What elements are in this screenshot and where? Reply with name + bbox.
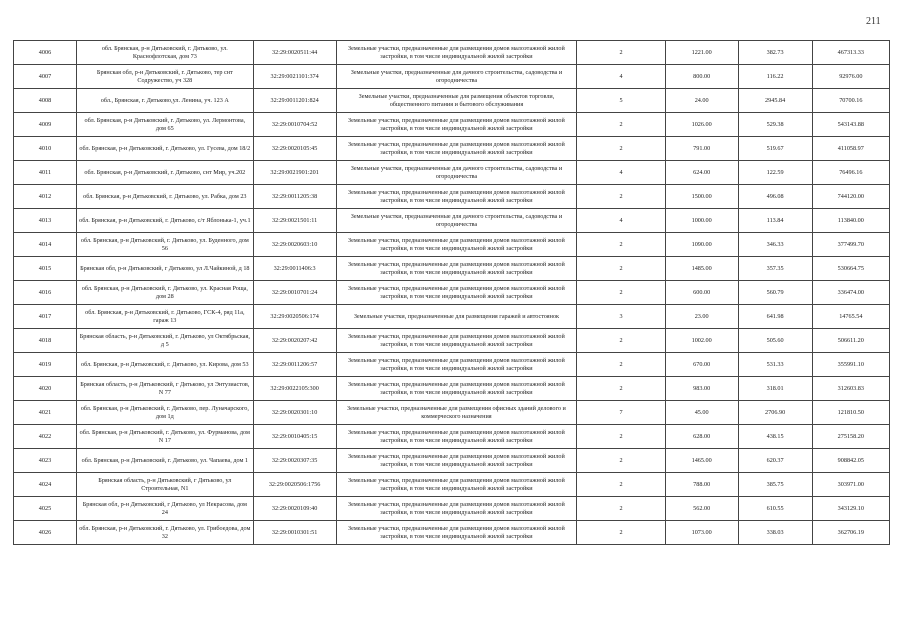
area-cell: 983.00 bbox=[665, 377, 738, 401]
table-row bbox=[14, 353, 890, 377]
specific-value-cell: 346.33 bbox=[738, 233, 812, 257]
group-cell: 5 bbox=[577, 89, 665, 113]
land-purpose-cell: Земельные участки, предназначенные для размещения домов малоэтажной жилой застройки, в том числе индивидуальной жилой застройки bbox=[336, 233, 577, 257]
land-purpose-cell: Земельные участки, предназначенные для размещения домов малоэтажной жилой застройки, в том числе индивидуальной жилой застройки bbox=[336, 449, 577, 473]
specific-value-cell: 2706.90 bbox=[738, 401, 812, 425]
land-purpose-cell: Земельные участки, предназначенные для размещения домов малоэтажной жилой застройки, в том числе индивидуальной жилой застройки bbox=[336, 521, 577, 545]
table-row bbox=[14, 401, 890, 425]
row-number-cell: 4010 bbox=[14, 137, 77, 161]
area-cell: 24.00 bbox=[665, 89, 738, 113]
address-cell: Брянская область, р-н Дятьковский, г. Дятьково, ул Октябрьская, д 5 bbox=[76, 329, 253, 353]
land-purpose-cell: Земельные участки, предназначенные для размещения объектов торговли, общественного питания и бытового обслуживания bbox=[336, 89, 577, 113]
area-cell: 791.00 bbox=[665, 137, 738, 161]
area-cell: 628.00 bbox=[665, 425, 738, 449]
address-cell: Брянская обл, р-н Дятьковский, г. Дятьково, тер снт Содружество, уч 328 bbox=[76, 65, 253, 89]
row-number-cell: 4021 bbox=[14, 401, 77, 425]
area-cell: 1500.00 bbox=[665, 185, 738, 209]
table-row bbox=[14, 281, 890, 305]
cadastral-value-cell: 411058.97 bbox=[812, 137, 889, 161]
address-cell: обл. Брянская, р-н Дятьковский, г. Дятьково, ул. Фурманова, дом N 17 bbox=[76, 425, 253, 449]
table-row bbox=[14, 89, 890, 113]
area-cell: 788.00 bbox=[665, 473, 738, 497]
row-number-cell: 4023 bbox=[14, 449, 77, 473]
address-cell: Брянская область, р-н Дятьковский, г Дятьково, ул Строительная, N1 bbox=[76, 473, 253, 497]
land-purpose-cell: Земельные участки, предназначенные для размещения домов малоэтажной жилой застройки, в том числе индивидуальной жилой застройки bbox=[336, 329, 577, 353]
cadastral-value-cell: 355991.10 bbox=[812, 353, 889, 377]
cadastral-value-cell: 908842.05 bbox=[812, 449, 889, 473]
address-cell: обл. Брянская, р-н Дятьковский, г. Дятьково, пер. Луначарского, дом 1д bbox=[76, 401, 253, 425]
group-cell: 7 bbox=[577, 401, 665, 425]
area-cell: 23.00 bbox=[665, 305, 738, 329]
cadastral-number-cell: 32:29:0021101:374 bbox=[253, 65, 336, 89]
land-purpose-cell: Земельные участки, предназначенные для размещения домов малоэтажной жилой застройки, в том числе индивидуальной жилой застройки bbox=[336, 377, 577, 401]
row-number-cell: 4013 bbox=[14, 209, 77, 233]
specific-value-cell: 122.59 bbox=[738, 161, 812, 185]
land-purpose-cell: Земельные участки, предназначенные для размещения домов малоэтажной жилой застройки, в том числе индивидуальной жилой застройки bbox=[336, 497, 577, 521]
cadastral-value-cell: 113840.00 bbox=[812, 209, 889, 233]
area-cell: 600.00 bbox=[665, 281, 738, 305]
address-cell: обл. Брянская, р-н Дятьковский, г. Дятьково, ул. Краснофлотская, дом 73 bbox=[76, 41, 253, 65]
address-cell: Брянская обл, р-н Дятьковский, г Дятьково, ул Л.Чайкиной, д 18 bbox=[76, 257, 253, 281]
table-row bbox=[14, 329, 890, 353]
group-cell: 2 bbox=[577, 329, 665, 353]
cadastral-value-cell: 121810.50 bbox=[812, 401, 889, 425]
cadastral-number-cell: 32:29:0020105:45 bbox=[253, 137, 336, 161]
address-cell: обл. Брянская, р-н Дятьковский, г. Дятьково, ГСК-4, ряд 11а, гараж 13 bbox=[76, 305, 253, 329]
row-number-cell: 4017 bbox=[14, 305, 77, 329]
row-number-cell: 4026 bbox=[14, 521, 77, 545]
row-number-cell: 4020 bbox=[14, 377, 77, 401]
group-cell: 2 bbox=[577, 113, 665, 137]
group-cell: 2 bbox=[577, 137, 665, 161]
land-purpose-cell: Земельные участки, предназначенные для размещения домов малоэтажной жилой застройки, в том числе индивидуальной жилой застройки bbox=[336, 137, 577, 161]
cadastral-value-cell: 76496.16 bbox=[812, 161, 889, 185]
cadastral-number-cell: 32:29:0011406:3 bbox=[253, 257, 336, 281]
land-purpose-cell: Земельные участки, предназначенные для размещения домов малоэтажной жилой застройки, в том числе индивидуальной жилой застройки bbox=[336, 41, 577, 65]
area-cell: 1090.00 bbox=[665, 233, 738, 257]
table-row bbox=[14, 449, 890, 473]
group-cell: 4 bbox=[577, 209, 665, 233]
page-number: 211 bbox=[866, 16, 881, 27]
land-purpose-cell: Земельные участки, предназначенные для размещения домов малоэтажной жилой застройки, в том числе индивидуальной жилой застройки bbox=[336, 425, 577, 449]
specific-value-cell: 438.15 bbox=[738, 425, 812, 449]
group-cell: 2 bbox=[577, 257, 665, 281]
area-cell: 1073.00 bbox=[665, 521, 738, 545]
cadastral-value-cell: 70700.16 bbox=[812, 89, 889, 113]
area-cell: 800.00 bbox=[665, 65, 738, 89]
cadastral-value-cell: 14765.54 bbox=[812, 305, 889, 329]
table-row bbox=[14, 65, 890, 89]
cadastral-value-cell: 336474.00 bbox=[812, 281, 889, 305]
address-cell: обл. Брянская, р-н Дятьковский, г. Дятьково, с/т Яблонька-1, уч.1 bbox=[76, 209, 253, 233]
area-cell: 1000.00 bbox=[665, 209, 738, 233]
table-row bbox=[14, 161, 890, 185]
specific-value-cell: 338.03 bbox=[738, 521, 812, 545]
group-cell: 2 bbox=[577, 425, 665, 449]
specific-value-cell: 560.79 bbox=[738, 281, 812, 305]
row-number-cell: 4025 bbox=[14, 497, 77, 521]
row-number-cell: 4009 bbox=[14, 113, 77, 137]
specific-value-cell: 357.35 bbox=[738, 257, 812, 281]
group-cell: 2 bbox=[577, 281, 665, 305]
group-cell: 3 bbox=[577, 305, 665, 329]
land-purpose-cell: Земельные участки, предназначенные для размещения домов малоэтажной жилой застройки, в том числе индивидуальной жилой застройки bbox=[336, 473, 577, 497]
area-cell: 624.00 bbox=[665, 161, 738, 185]
land-purpose-cell: Земельные участки, предназначенные для размещения домов малоэтажной жилой застройки, в том числе индивидуальной жилой застройки bbox=[336, 185, 577, 209]
specific-value-cell: 641.98 bbox=[738, 305, 812, 329]
group-cell: 2 bbox=[577, 185, 665, 209]
cadastral-number-cell: 32:29:0010405:15 bbox=[253, 425, 336, 449]
table-row bbox=[14, 473, 890, 497]
table-row bbox=[14, 137, 890, 161]
cadastral-value-cell: 506611.20 bbox=[812, 329, 889, 353]
table-row bbox=[14, 113, 890, 137]
cadastral-value-cell: 530664.75 bbox=[812, 257, 889, 281]
area-cell: 1026.00 bbox=[665, 113, 738, 137]
cadastral-number-cell: 32:29:0020506:174 bbox=[253, 305, 336, 329]
specific-value-cell: 531.33 bbox=[738, 353, 812, 377]
land-purpose-cell: Земельные участки, предназначенные для размещения домов малоэтажной жилой застройки, в том числе индивидуальной жилой застройки bbox=[336, 257, 577, 281]
row-number-cell: 4014 bbox=[14, 233, 77, 257]
cadastral-value-cell: 303971.00 bbox=[812, 473, 889, 497]
cadastral-number-cell: 32:29:0022105:300 bbox=[253, 377, 336, 401]
cadastral-number-cell: 32:29:0010704:52 bbox=[253, 113, 336, 137]
group-cell: 4 bbox=[577, 161, 665, 185]
cadastral-number-cell: 32:29:0020301:10 bbox=[253, 401, 336, 425]
cadastral-number-cell: 32:29:0011205:38 bbox=[253, 185, 336, 209]
row-number-cell: 4012 bbox=[14, 185, 77, 209]
cadastral-number-cell: 32:29:0020307:35 bbox=[253, 449, 336, 473]
cadastral-number-cell: 32:29:0020603:10 bbox=[253, 233, 336, 257]
address-cell: обл. Брянская, р-н Дятьковский, г. Дятьково, ул. Грибоедова, дом 32 bbox=[76, 521, 253, 545]
table-row bbox=[14, 305, 890, 329]
specific-value-cell: 385.75 bbox=[738, 473, 812, 497]
address-cell: обл. Брянская, р-н Дятьковский, г. Дятьково, ул. Чапаева, дом 1 bbox=[76, 449, 253, 473]
cadastral-number-cell: 32:29:0021901:201 bbox=[253, 161, 336, 185]
group-cell: 2 bbox=[577, 449, 665, 473]
group-cell: 2 bbox=[577, 41, 665, 65]
group-cell: 4 bbox=[577, 65, 665, 89]
table-row bbox=[14, 425, 890, 449]
group-cell: 2 bbox=[577, 497, 665, 521]
cadastral-number-cell: 32:29:0011206:57 bbox=[253, 353, 336, 377]
row-number-cell: 4018 bbox=[14, 329, 77, 353]
specific-value-cell: 382.73 bbox=[738, 41, 812, 65]
table-row bbox=[14, 497, 890, 521]
row-number-cell: 4015 bbox=[14, 257, 77, 281]
cadastral-number-cell: 32:29:0021501:11 bbox=[253, 209, 336, 233]
cadastral-value-cell: 377499.70 bbox=[812, 233, 889, 257]
specific-value-cell: 2945.84 bbox=[738, 89, 812, 113]
area-cell: 1465.00 bbox=[665, 449, 738, 473]
specific-value-cell: 318.01 bbox=[738, 377, 812, 401]
area-cell: 1002.00 bbox=[665, 329, 738, 353]
row-number-cell: 4024 bbox=[14, 473, 77, 497]
address-cell: обл. Брянская, р-н Дятьковский, г. Дятьково, ул. Кирова, дом 53 bbox=[76, 353, 253, 377]
table-row bbox=[14, 233, 890, 257]
table-row bbox=[14, 209, 890, 233]
specific-value-cell: 505.60 bbox=[738, 329, 812, 353]
address-cell: обл. Брянская, р-н Дятьковский, г. Дятьково, ул. Гусева, дом 18/2 bbox=[76, 137, 253, 161]
cadastral-number-cell: 32:29:0020207:42 bbox=[253, 329, 336, 353]
table-row bbox=[14, 41, 890, 65]
cadastral-value-cell: 92976.00 bbox=[812, 65, 889, 89]
specific-value-cell: 496.08 bbox=[738, 185, 812, 209]
address-cell: обл. Брянская, р-н Дятьковский, г. Дятьково, ул. Буденного, дом 56 bbox=[76, 233, 253, 257]
land-purpose-cell: Земельные участки, предназначенные для дачного строительства, садоводства и огородничества bbox=[336, 209, 577, 233]
area-cell: 1221.00 bbox=[665, 41, 738, 65]
cadastral-number-cell: 32:29:0020506:1756 bbox=[253, 473, 336, 497]
specific-value-cell: 529.38 bbox=[738, 113, 812, 137]
cadastral-value-cell: 343129.10 bbox=[812, 497, 889, 521]
area-cell: 670.00 bbox=[665, 353, 738, 377]
address-cell: обл. Брянская, р-н Дятьковский, г. Дятьково, снт Мир, уч.202 bbox=[76, 161, 253, 185]
land-purpose-cell: Земельные участки, предназначенные для размещения домов малоэтажной жилой застройки, в том числе индивидуальной жилой застройки bbox=[336, 281, 577, 305]
address-cell: обл., Брянская, г. Дятьково,ул. Ленина, уч. 123 А bbox=[76, 89, 253, 113]
group-cell: 2 bbox=[577, 473, 665, 497]
group-cell: 2 bbox=[577, 521, 665, 545]
cadastral-value-cell: 275158.20 bbox=[812, 425, 889, 449]
table-row bbox=[14, 377, 890, 401]
specific-value-cell: 113.84 bbox=[738, 209, 812, 233]
table-row bbox=[14, 521, 890, 545]
land-purpose-cell: Земельные участки, предназначенные для размещения домов малоэтажной жилой застройки, в том числе индивидуальной жилой застройки bbox=[336, 353, 577, 377]
row-number-cell: 4011 bbox=[14, 161, 77, 185]
land-purpose-cell: Земельные участки, предназначенные для дачного строительства, садоводства и огородничества bbox=[336, 161, 577, 185]
cadastral-value-table bbox=[13, 40, 890, 545]
row-number-cell: 4007 bbox=[14, 65, 77, 89]
area-cell: 45.00 bbox=[665, 401, 738, 425]
specific-value-cell: 620.37 bbox=[738, 449, 812, 473]
land-purpose-cell: Земельные участки, предназначенные для размещения офисных зданий делового и коммерческого назначения bbox=[336, 401, 577, 425]
specific-value-cell: 610.55 bbox=[738, 497, 812, 521]
table-row bbox=[14, 185, 890, 209]
address-cell: обл. Брянская, р-н Дятьковский, г. Дятьково, ул. Лермонтова, дом 65 bbox=[76, 113, 253, 137]
specific-value-cell: 519.67 bbox=[738, 137, 812, 161]
row-number-cell: 4006 bbox=[14, 41, 77, 65]
row-number-cell: 4008 bbox=[14, 89, 77, 113]
specific-value-cell: 116.22 bbox=[738, 65, 812, 89]
table-body bbox=[14, 41, 890, 545]
address-cell: обл. Брянская, р-н Дятьковский, г. Дятьково, ул. Рабка, дом 23 bbox=[76, 185, 253, 209]
land-purpose-cell: Земельные участки, предназначенные для размещения домов малоэтажной жилой застройки, в том числе индивидуальной жилой застройки bbox=[336, 113, 577, 137]
land-purpose-cell: Земельные участки, предназначенные для размещения гаражей и автостоянок bbox=[336, 305, 577, 329]
cadastral-number-cell: 32:29:0020109:40 bbox=[253, 497, 336, 521]
cadastral-value-cell: 312603.83 bbox=[812, 377, 889, 401]
group-cell: 2 bbox=[577, 233, 665, 257]
area-cell: 1485.00 bbox=[665, 257, 738, 281]
address-cell: Брянская обл, р-н Дятьковский, г Дятьково, ул Некрасова, дом 24 bbox=[76, 497, 253, 521]
cadastral-number-cell: 32:29:0011201:824 bbox=[253, 89, 336, 113]
group-cell: 2 bbox=[577, 353, 665, 377]
cadastral-number-cell: 32:29:0010301:51 bbox=[253, 521, 336, 545]
row-number-cell: 4019 bbox=[14, 353, 77, 377]
address-cell: обл. Брянская, р-н Дятьковский, г. Дятьково, ул. Красная Роща, дом 28 bbox=[76, 281, 253, 305]
land-purpose-cell: Земельные участки, предназначенные для дачного строительства, садоводства и огородничества bbox=[336, 65, 577, 89]
address-cell: Брянская область, р-н Дятьковский, г Дятьково, ул Энтузиастов, N 77 bbox=[76, 377, 253, 401]
group-cell: 2 bbox=[577, 377, 665, 401]
cadastral-value-cell: 362706.19 bbox=[812, 521, 889, 545]
cadastral-number-cell: 32:29:0010701:24 bbox=[253, 281, 336, 305]
cadastral-value-cell: 543143.88 bbox=[812, 113, 889, 137]
cadastral-number-cell: 32:29:0020511:44 bbox=[253, 41, 336, 65]
cadastral-value-cell: 467313.33 bbox=[812, 41, 889, 65]
row-number-cell: 4022 bbox=[14, 425, 77, 449]
cadastral-value-cell: 744120.00 bbox=[812, 185, 889, 209]
table-row bbox=[14, 257, 890, 281]
row-number-cell: 4016 bbox=[14, 281, 77, 305]
area-cell: 562.00 bbox=[665, 497, 738, 521]
